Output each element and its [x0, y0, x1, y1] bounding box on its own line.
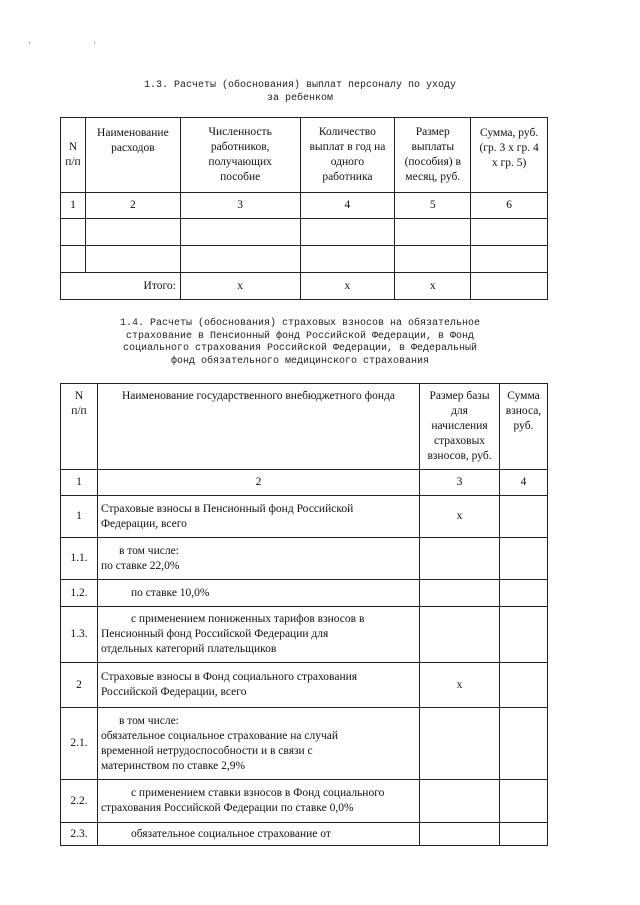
row-number: 2.2.: [61, 780, 98, 823]
row-name: обязательное социальное страхование от: [97, 823, 419, 846]
row-name: с применением ставки взносов в Фонд социального страхования Российской Федерации по ставке 0,0%: [97, 780, 419, 823]
header-cell-fund-name: Наименование государственного внебюджетного фонда: [97, 384, 419, 470]
table-cell[interactable]: [180, 219, 300, 246]
table-cell[interactable]: [471, 246, 548, 273]
header-cell-expense-name: Наименование расходов: [85, 118, 180, 193]
header-row: [61, 118, 548, 193]
row-name: в том числе: по ставке 22,0%: [97, 538, 419, 580]
column-number: 6: [471, 193, 548, 219]
row-name: с применением пониженных тарифов взносов в Пенсионный фонд Российской Федерации для отдельных категорий плательщиков: [97, 607, 419, 663]
table-row: [61, 607, 548, 663]
title-line: фонд обязательного медицинского страхования: [170, 355, 430, 367]
column-number: 4: [499, 470, 547, 496]
sum-cell[interactable]: [499, 496, 547, 538]
header-row: [61, 384, 548, 470]
row-number: 2: [61, 663, 98, 708]
table-cell[interactable]: [180, 246, 300, 273]
table-cell: Итого:: [61, 273, 181, 300]
column-number-row: [61, 470, 548, 496]
header-cell-payment-size: Размер выплаты (пособия) в месяц, руб.: [395, 118, 471, 193]
table-cell[interactable]: [85, 246, 180, 273]
title-line: 1.3. Расчеты (обоснования) выплат персоналу по уходу: [143, 80, 457, 91]
title-line: страхование в Пенсионный фонд Российской Федерации, в Фонд: [125, 330, 475, 342]
row-name: Страховые взносы в Пенсионный фонд Российской Федерации, всего: [97, 496, 419, 538]
base-cell[interactable]: [420, 580, 500, 607]
header-cell-payments-per-year: Количество выплат в год на одного работника: [300, 118, 395, 193]
header-cell-number: N п/п: [61, 118, 86, 193]
row-number: 2.3.: [61, 823, 98, 846]
table-row: [61, 219, 548, 246]
table-row: [61, 538, 548, 580]
table-row: [61, 663, 548, 708]
column-number: 1: [61, 470, 98, 496]
title-line: социального страхования Российской Федерации, в Федеральный: [122, 343, 478, 354]
row-name: по ставке 10,0%: [97, 580, 419, 607]
table-cell[interactable]: [471, 219, 548, 246]
row-number: 1.3.: [61, 607, 98, 663]
table-row: [61, 780, 548, 823]
table-row: [61, 708, 548, 780]
sum-cell[interactable]: [499, 780, 547, 823]
base-cell[interactable]: [420, 780, 500, 823]
sum-cell[interactable]: [499, 663, 547, 708]
table-cell[interactable]: [395, 219, 471, 246]
column-number-row: [61, 193, 548, 219]
column-number: 4: [300, 193, 395, 219]
base-cell[interactable]: [420, 823, 500, 846]
insurance-contributions-table: [60, 383, 548, 846]
header-cell-sum: Сумма, руб. (гр. 3 x гр. 4 x гр. 5): [471, 118, 548, 193]
childcare-payments-table: [60, 117, 548, 300]
base-cell[interactable]: [420, 538, 500, 580]
table-cell[interactable]: [85, 219, 180, 246]
table-cell[interactable]: [61, 246, 86, 273]
column-number: 2: [97, 470, 419, 496]
sum-cell[interactable]: [499, 708, 547, 780]
table-cell[interactable]: [395, 246, 471, 273]
table-row: [61, 496, 548, 538]
column-number: 1: [61, 193, 86, 219]
total-cell-employee-count: x: [180, 273, 300, 300]
row-number: 2.1.: [61, 708, 98, 780]
header-cell-base-size: Размер базы для начисления страховых взносов, руб.: [420, 384, 500, 470]
total-row: [61, 273, 548, 300]
table-row: [61, 246, 548, 273]
table-cell[interactable]: [300, 246, 395, 273]
column-number: 2: [85, 193, 180, 219]
header-cell-employee-count: Численность работников, получающих пособие: [180, 118, 300, 193]
base-cell[interactable]: [420, 607, 500, 663]
table-cell[interactable]: [61, 219, 86, 246]
title-line: 1.4. Расчеты (обоснования) страховых взносов на обязательное: [119, 318, 481, 329]
column-number: 3: [180, 193, 300, 219]
row-number: 1.1.: [61, 538, 98, 580]
row-number: 1: [61, 496, 98, 538]
column-number: 3: [420, 470, 500, 496]
table-row: [61, 823, 548, 846]
scan-marks: · ·: [28, 38, 127, 48]
sum-cell[interactable]: [499, 538, 547, 580]
row-name: в том числе: обязательное социальное страхование на случай временной нетрудоспособности и в связи с материнством по ставке 2,9%: [97, 708, 419, 780]
base-cell[interactable]: [420, 708, 500, 780]
table-cell[interactable]: [300, 219, 395, 246]
sum-cell[interactable]: [499, 607, 547, 663]
base-cell: x: [420, 496, 500, 538]
title-line: за ребенком: [266, 92, 333, 104]
header-cell-number: N п/п: [61, 384, 98, 470]
sum-cell[interactable]: [499, 580, 547, 607]
column-number: 5: [395, 193, 471, 219]
base-cell: x: [420, 663, 500, 708]
total-cell-payment-size: x: [395, 273, 471, 300]
total-cell-payments-per-year: x: [300, 273, 395, 300]
total-cell-sum[interactable]: [471, 273, 548, 300]
header-cell-contribution-sum: Сумма взноса, руб.: [499, 384, 547, 470]
row-number: 1.2.: [61, 580, 98, 607]
table-row: [61, 580, 548, 607]
section-1-3-title: [120, 80, 480, 105]
row-name: Страховые взносы в Фонд социального страхования Российской Федерации, всего: [97, 663, 419, 708]
sum-cell[interactable]: [499, 823, 547, 846]
section-1-4-title: [90, 318, 510, 368]
